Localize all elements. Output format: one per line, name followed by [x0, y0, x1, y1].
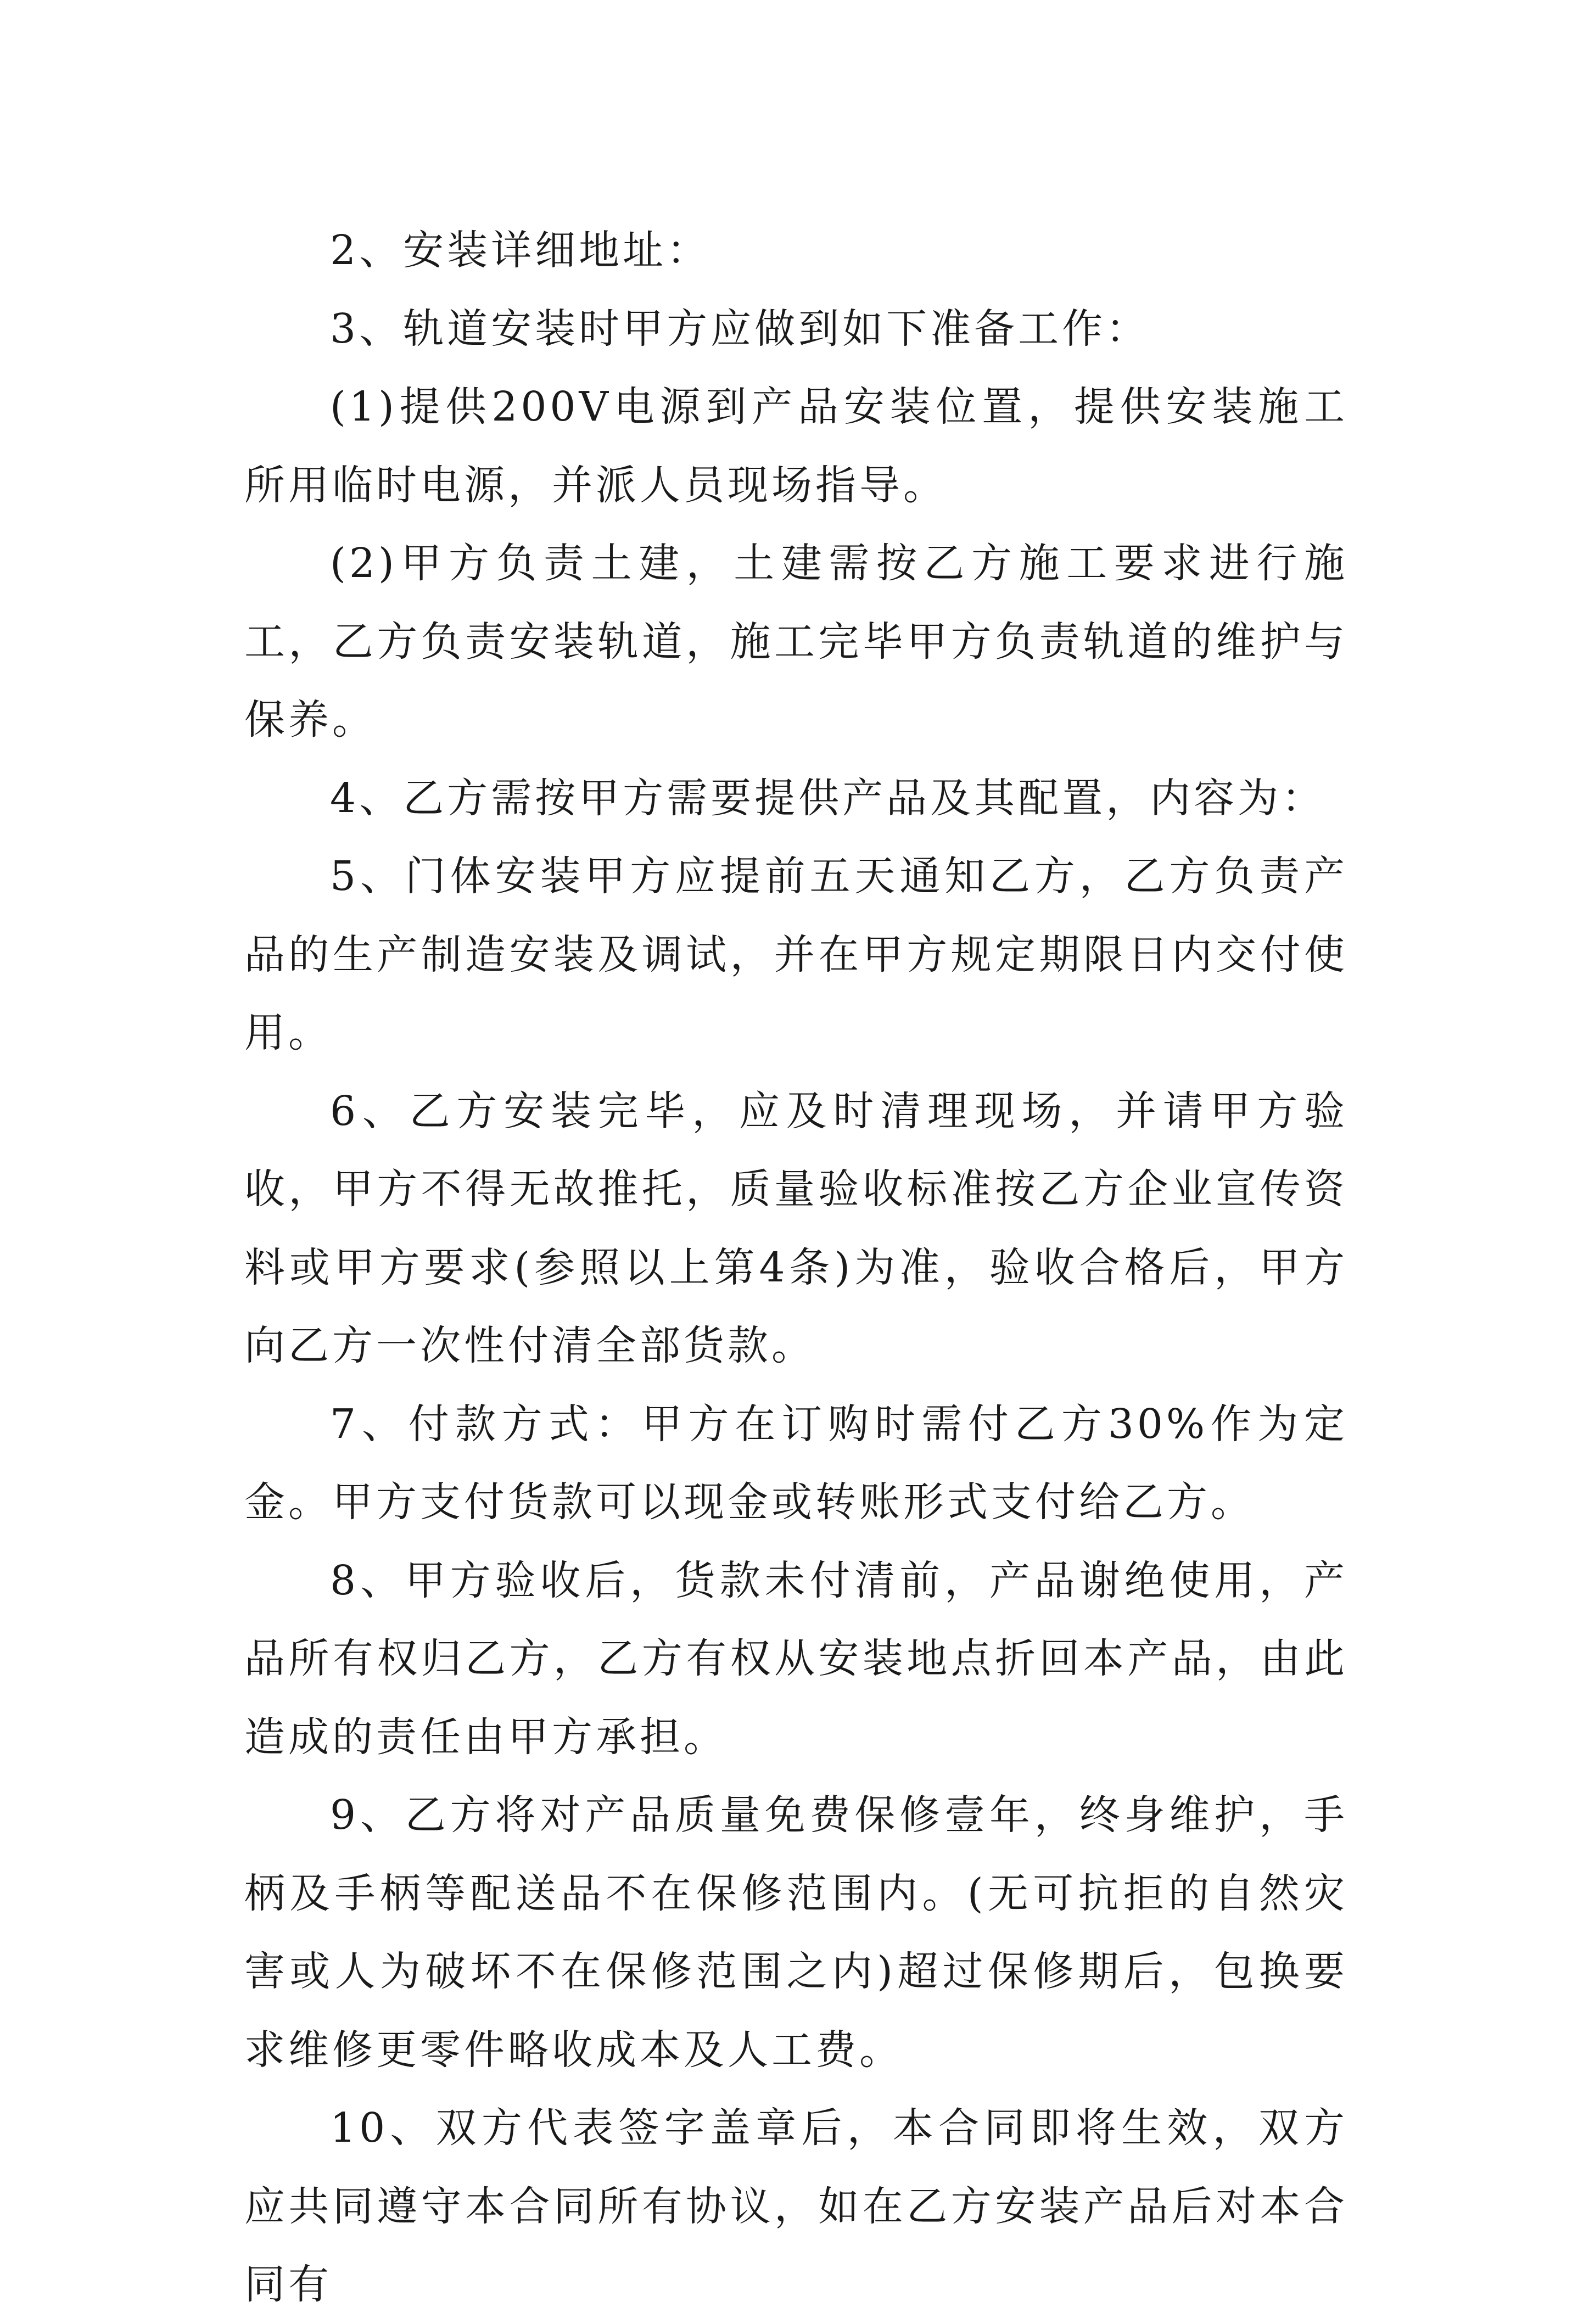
- contract-body: [244, 211, 1348, 2324]
- clause-4-product-configuration: 4、乙方需按甲方需要提供产品及其配置，内容为：: [330, 774, 1326, 822]
- clause-2-install-address: 2、安装详细地址：: [330, 227, 711, 274]
- clause-3-item-2-civil-works: (2)甲方负责土建，土建需按乙方施工要求进行施工，乙方负责安装轨道，施工完毕甲方负责轨道的维护与保养。: [244, 540, 1348, 743]
- clause-9-warranty: 9、乙方将对产品质量免费保修壹年，终身维护，手柄及手柄等配送品不在保修范围内。(无可抗拒的自然灾害或人为破坏不在保修范围之内)超过保修期后，包换要求维修更零件略收成本及人工费。: [244, 1791, 1348, 2074]
- clause-5-door-installation: 5、门体安装甲方应提前五天通知乙方，乙方负责产品的生产制造安装及调试，并在甲方规定期限日内交付使用。: [244, 853, 1348, 1056]
- clause-3-item-1-power-supply: (1)提供200V电源到产品安装位置，提供安装施工所用临时电源，并派人员现场指导。: [244, 383, 1348, 509]
- clause-3-track-preparation: 3、轨道安装时甲方应做到如下准备工作：: [330, 305, 1150, 352]
- clause-10-effectiveness: 10、双方代表签字盖章后，本合同即将生效，双方应共同遵守本合同所有协议，如在乙方安装产品后对本合同有: [244, 2104, 1348, 2308]
- clause-8-ownership: 8、甲方验收后，货款未付清前，产品谢绝使用，产品所有权归乙方，乙方有权从安装地点折回本产品，由此造成的责任由甲方承担。: [244, 1556, 1348, 1761]
- clause-7-payment-method: 7、付款方式：甲方在订购时需付乙方30%作为定金。甲方支付货款可以现金或转账形式支付给乙方。: [244, 1400, 1348, 1526]
- clause-6-acceptance: 6、乙方安装完毕，应及时清理现场，并请甲方验收，甲方不得无故推托，质量验收标准按乙方企业宣传资料或甲方要求(参照以上第4条)为准，验收合格后，甲方向乙方一次性付清全部货款。: [244, 1087, 1348, 1369]
